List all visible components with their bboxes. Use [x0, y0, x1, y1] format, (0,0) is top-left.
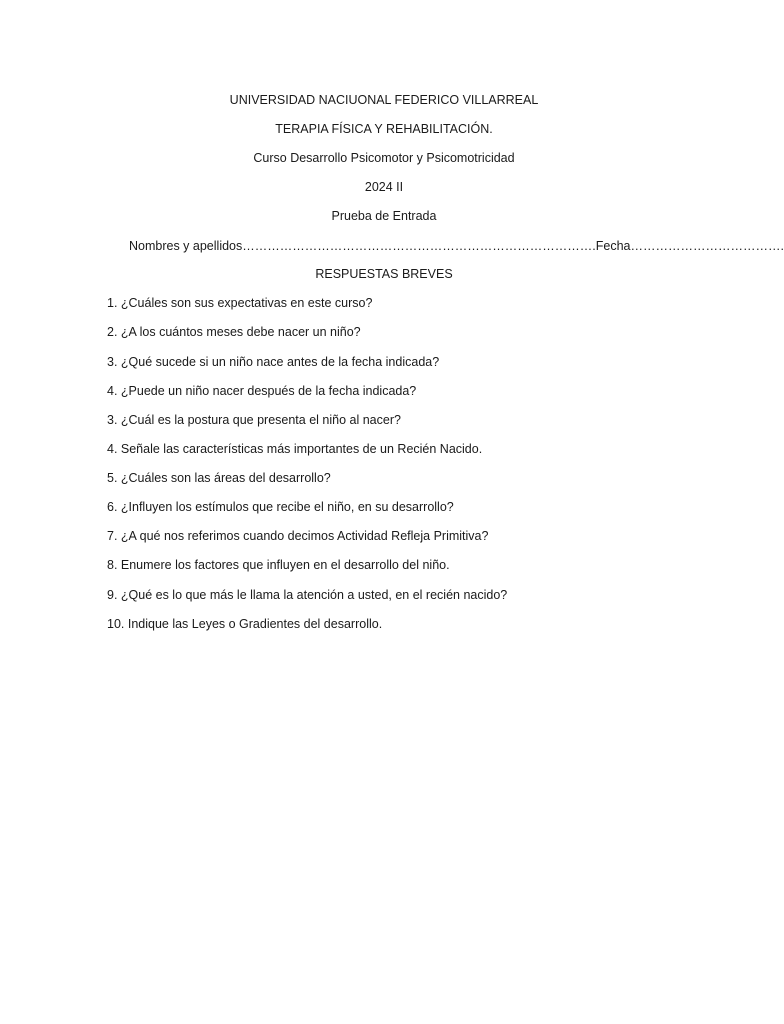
question-item: 6. ¿Influyen los estímulos que recibe el niño, en su desarrollo? [107, 500, 454, 514]
question-item: 5. ¿Cuáles son las áreas del desarrollo? [107, 471, 331, 485]
name-label: Nombres y apellidos [129, 239, 243, 253]
question-item: 7. ¿A qué nos referimos cuando decimos Actividad Refleja Primitiva? [107, 529, 489, 543]
question-item: 1. ¿Cuáles son sus expectativas en este curso? [107, 296, 373, 310]
question-item: 3. ¿Qué sucede si un niño nace antes de la fecha indicada? [107, 355, 440, 369]
term-heading: 2024 II [364, 180, 404, 194]
school-heading: TERAPIA FÍSICA Y REHABILITACIÓN. [275, 122, 493, 136]
question-item: 4. Señale las características más importantes de un Recién Nacido. [107, 442, 483, 456]
question-item: 8. Enumere los factores que influyen en el desarrollo del niño. [107, 558, 450, 572]
date-label: Fecha [595, 239, 631, 253]
question-item: 10. Indique las Leyes o Gradientes del desarrollo. [107, 617, 383, 631]
question-item: 2. ¿A los cuántos meses debe nacer un niño? [107, 325, 361, 339]
question-item: 9. ¿Qué es lo que más le llama la atención a usted, en el recién nacido? [107, 588, 508, 602]
question-item: 3. ¿Cuál es la postura que presenta el niño al nacer? [107, 413, 401, 427]
student-info-line [129, 238, 784, 254]
university-heading: UNIVERSIDAD NACIUONAL FEDERICO VILLARREAL [229, 93, 539, 107]
name-blank: …………………………………………………………………………. [242, 239, 596, 253]
course-heading: Curso Desarrollo Psicomotor y Psicomotricidad [253, 151, 515, 165]
question-item: 4. ¿Puede un niño nacer después de la fecha indicada? [107, 384, 417, 398]
date-blank: ………………………………. [630, 239, 784, 253]
exam-title: Prueba de Entrada [331, 209, 437, 223]
section-title: RESPUESTAS BREVES [315, 267, 453, 281]
